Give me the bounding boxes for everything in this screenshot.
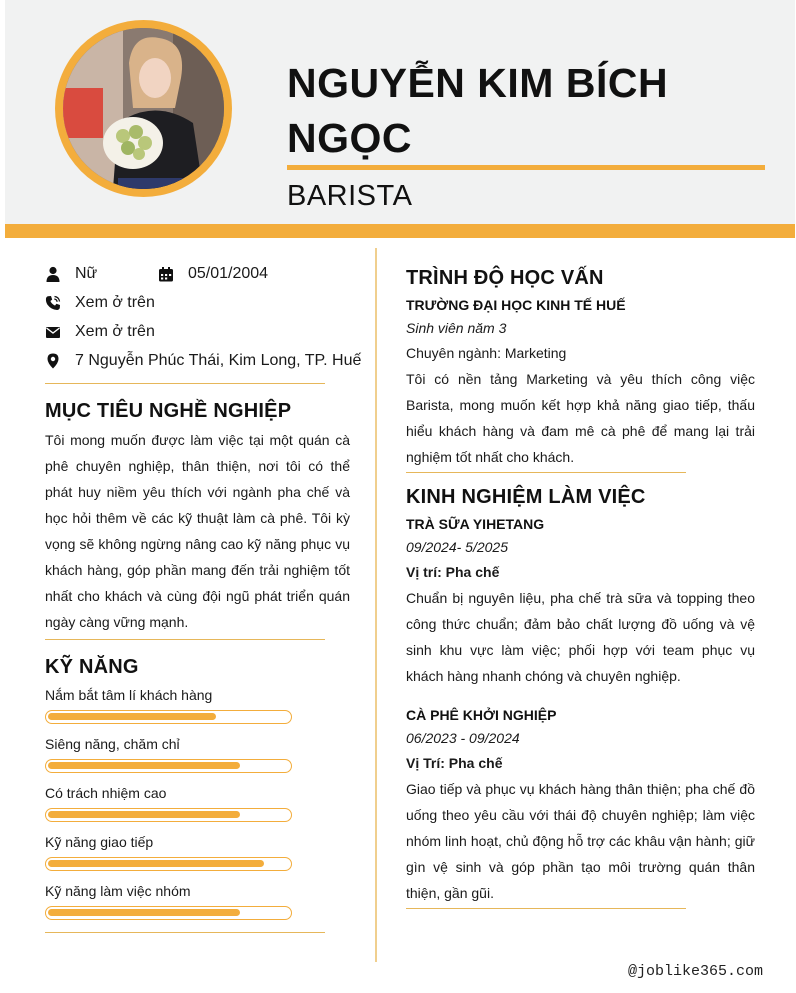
divider xyxy=(406,472,686,473)
divider xyxy=(45,639,325,640)
column-divider xyxy=(375,248,377,962)
objective-text: Tôi mong muốn được làm việc tại một quán cà phê chuyên nghiệp, thân thiện, nơi tôi có thể phát huy niềm yêu thích với ngành pha chế và học hỏi thêm về các kỹ thuật làm cà phê. Tôi kỳ vọng sẽ không ngừng nâng cao kỹ năng phục vụ khách hàng, góp phần mang đến trải nghiệm tốt nhất cho khách và cùng đội ngũ phát triển quán ngày càng vững mạnh. xyxy=(45,432,350,630)
job-company: CÀ PHÊ KHỞI NGHIỆP xyxy=(406,707,557,723)
job-period: 06/2023 - 09/2024 xyxy=(406,730,520,746)
skill-bar xyxy=(45,808,292,822)
skill-label: Nắm bắt tâm lí khách hàng xyxy=(45,687,213,703)
school-name: TRƯỜNG ĐẠI HỌC KINH TẾ HUẾ xyxy=(406,297,626,313)
calendar-icon xyxy=(158,266,174,282)
person-icon xyxy=(45,266,61,282)
skill-bar-fill xyxy=(48,909,240,916)
avatar-frame xyxy=(55,20,232,197)
phone-icon xyxy=(45,295,61,311)
job-description: Giao tiếp và phục vụ khách hàng thân thiện; pha chế đồ uống theo yêu cầu với thái độ chuyên nghiệp; làm việc nhóm linh hoạt, chủ động hỗ trợ các khâu vận hành; giữ gìn vệ sinh và góp phần tạo môi trường quán thân thiện, gần gũi. xyxy=(406,781,755,901)
job-company: TRÀ SỮA YIHETANG xyxy=(406,516,545,532)
gender-value: Nữ xyxy=(75,265,98,282)
skill-bar xyxy=(45,906,292,920)
birthdate-row xyxy=(158,265,268,283)
objective-title: MỤC TIÊU NGHỀ NGHIỆP xyxy=(45,400,292,422)
address-value: 7 Nguyễn Phúc Thái, Kim Long, TP. Huế xyxy=(75,352,362,369)
envelope-icon xyxy=(45,324,61,340)
skill-bar xyxy=(45,857,292,871)
skill-bar-fill xyxy=(48,860,264,867)
address-row xyxy=(45,352,361,370)
header-accent-bar xyxy=(5,224,795,238)
skill-label: Kỹ năng làm việc nhóm xyxy=(45,883,191,899)
education-title: TRÌNH ĐỘ HỌC VẤN xyxy=(406,267,604,289)
phone-value: Xem ở trên xyxy=(75,294,155,311)
divider xyxy=(45,932,325,933)
job-position: Vị Trí: Pha chế xyxy=(406,755,503,771)
experience-title: KINH NGHIỆM LÀM VIỆC xyxy=(406,486,646,508)
candidate-name: NGUYỄN KIM BÍCH NGỌC xyxy=(287,60,669,161)
skill-bar-fill xyxy=(48,713,216,720)
location-pin-icon xyxy=(45,353,61,369)
job-title: BARISTA xyxy=(287,180,413,212)
phone-row xyxy=(45,294,155,312)
skill-bar-fill xyxy=(48,762,240,769)
birthdate-value: 05/01/2004 xyxy=(188,265,269,282)
divider xyxy=(45,383,325,384)
skill-bar xyxy=(45,759,292,773)
education-text: Tôi có nền tảng Marketing và yêu thích công việc Barista, mong muốn kết hợp khả năng giao tiếp, thấu hiểu khách hàng và đam mê cà phê để mang lại trải nghiệm tốt nhất cho khách. xyxy=(406,371,755,465)
job-position: Vị trí: Pha chế xyxy=(406,564,500,580)
email-value: Xem ở trên xyxy=(75,323,155,340)
watermark: @joblike365.com xyxy=(627,963,763,980)
skills-title: KỸ NĂNG xyxy=(45,656,139,678)
job-period: 09/2024- 5/2025 xyxy=(406,539,508,555)
skill-label: Siêng năng, chăm chỉ xyxy=(45,736,180,752)
skill-label: Có trách nhiệm cao xyxy=(45,785,167,801)
skill-bar xyxy=(45,710,292,724)
study-year: Sinh viên năm 3 xyxy=(406,320,507,336)
skill-bar-fill xyxy=(48,811,240,818)
gender-row xyxy=(45,265,97,283)
job-description: Chuẩn bị nguyên liệu, pha chế trà sữa và topping theo công thức chuẩn; đảm bảo chất lượng đồ uống và vệ sinh khu vực làm việc; phối hợp với team phục vụ khách hàng nhanh chóng và chuyên nghiệp. xyxy=(406,590,755,684)
avatar xyxy=(63,28,224,189)
major: Chuyên ngành: Marketing xyxy=(406,345,567,361)
name-underline xyxy=(287,165,765,170)
email-row xyxy=(45,323,155,341)
skill-label: Kỹ năng giao tiếp xyxy=(45,834,154,850)
divider xyxy=(406,908,686,909)
portrait-photo-icon xyxy=(63,28,224,189)
